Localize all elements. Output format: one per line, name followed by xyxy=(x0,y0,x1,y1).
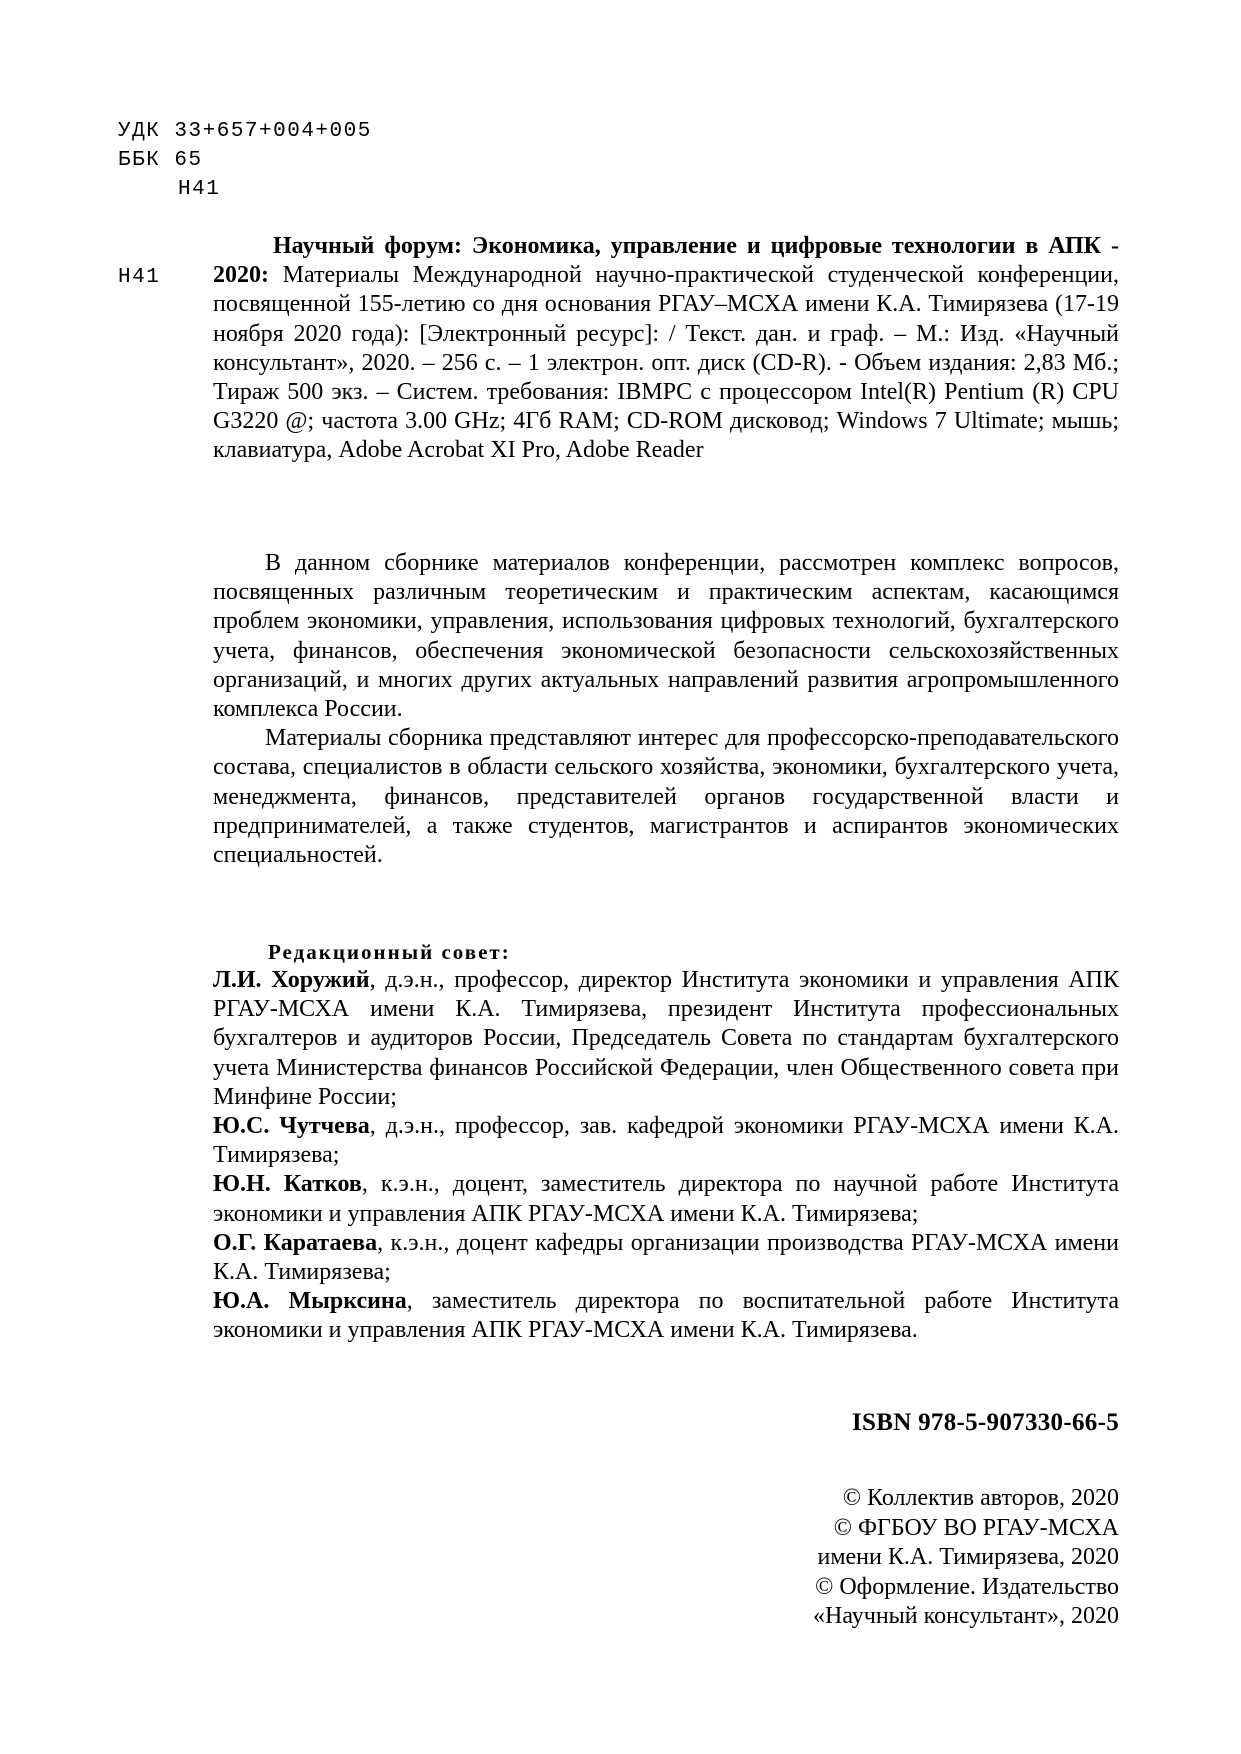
copyright-line: имени К.А. Тимирязева, 2020 xyxy=(817,1544,1119,1570)
author-mark-code: Н41 xyxy=(178,178,221,201)
copyright-line: © Коллектив авторов, 2020 xyxy=(842,1485,1119,1511)
publication-title: Научный форум: Экономика, управление и цифровые технологии в АПК - 2020: xyxy=(213,233,1119,289)
isbn: ISBN 978-5-907330-66-5 xyxy=(851,1409,1119,1436)
member-name: Ю.С. Чутчева xyxy=(213,1113,370,1140)
editorial-board-heading: Редакционный совет: xyxy=(268,940,511,964)
publication-details: Материалы Международной научно-практической студенческой конференции, посвященной 155-летию со дня основания РГАУ–МСХА имени К.А. Тимирязева (17-19 ноября 2020 года): [Электронный ресурс]: / Текст. дан. и граф. – М.: Изд. «Научный консультант», 2020. – 256 с. – 1 электрон. опт. диск (CD-R). - Объем издания: 2,83 Мб.; Тираж 500 экз. – Систем. требования: IBMPC с процессором Intel(R) Pentium (R) CPU G3220 @; частота 3.00 GHz; 4Гб RAM; CD-ROM дисковод; Windows 7 Ultimate; мышь; клавиатура, Adobe Acrobat XI Pro, Adobe Reader xyxy=(213,262,1119,464)
abstract-paragraph: Материалы сборника представляют интерес для профессорско-преподавательского состава, специалистов в области сельского хозяйства, экономики, бухгалтерского учета, менеджмента, финансов, представителей органов государственной власти и предпринимателей, а также студентов, магистрантов и аспирантов экономических специальностей. xyxy=(213,725,1119,869)
udk-code: УДК 33+657+004+005 xyxy=(118,120,372,143)
board-member xyxy=(213,1112,1119,1170)
board-member xyxy=(213,1287,1119,1345)
bibliographic-description xyxy=(213,232,1119,466)
board-member xyxy=(213,1170,1119,1228)
bbk-code: ББК 65 xyxy=(118,149,203,172)
member-details: , к.э.н., доцент, заместитель директора по научной работе Института экономики и управления АПК РГАУ-МСХА имени К.А. Тимирязева; xyxy=(213,1171,1119,1227)
copyright-block xyxy=(813,1484,1119,1632)
copyright-line: © Оформление. Издательство xyxy=(815,1573,1119,1600)
member-name: Ю.Н. Катков xyxy=(213,1171,362,1198)
board-member xyxy=(213,1229,1119,1287)
member-details: , к.э.н., доцент кафедры организации производства РГАУ-МСХА имени К.А. Тимирязева; xyxy=(213,1229,1119,1286)
copyright-line: «Научный консультант», 2020 xyxy=(813,1603,1119,1629)
abstract-paragraph: В данном сборнике материалов конференции, рассмотрен комплекс вопросов, посвященных различным теоретическим и практическим аспектам, касающимся проблем экономики, управления, использования цифровых технологий, бухгалтерского учета, финансов, обеспечения экономической безопасности сельскохозяйственных организаций, и многих других актуальных направлений развития агропромышленного комплекса России. xyxy=(213,550,1119,723)
abstract xyxy=(213,549,1119,870)
member-details: , д.э.н., профессор, зав. кафедрой экономики РГАУ-МСХА имени К.А. Тимирязева; xyxy=(213,1113,1119,1169)
member-name: Ю.А. Мырксина xyxy=(213,1288,407,1315)
member-name: Л.И. Хоружий xyxy=(213,967,370,993)
editorial-board-list xyxy=(213,966,1119,1346)
biblio-margin-mark: Н41 xyxy=(118,266,161,289)
classification-codes xyxy=(118,117,372,204)
member-details: , заместитель директора по воспитательной работе Института экономики и управления АПК РГАУ-МСХА имени К.А. Тимирязева. xyxy=(213,1288,1119,1344)
member-name: О.Г. Каратаева xyxy=(213,1229,378,1256)
board-member xyxy=(213,966,1119,1112)
copyright-line: © ФГБОУ ВО РГАУ-МСХА xyxy=(833,1514,1119,1541)
member-details: , д.э.н., профессор, директор Института экономики и управления АПК РГАУ-МСХА имени К.А. Тимирязева, президент Института профессиональных бухгалтеров и аудиторов России, Председатель Совета по стандартам бухгалтерского учета Министерства финансов Российской Федерации, член Общественного совета при Минфине России; xyxy=(213,967,1119,1110)
